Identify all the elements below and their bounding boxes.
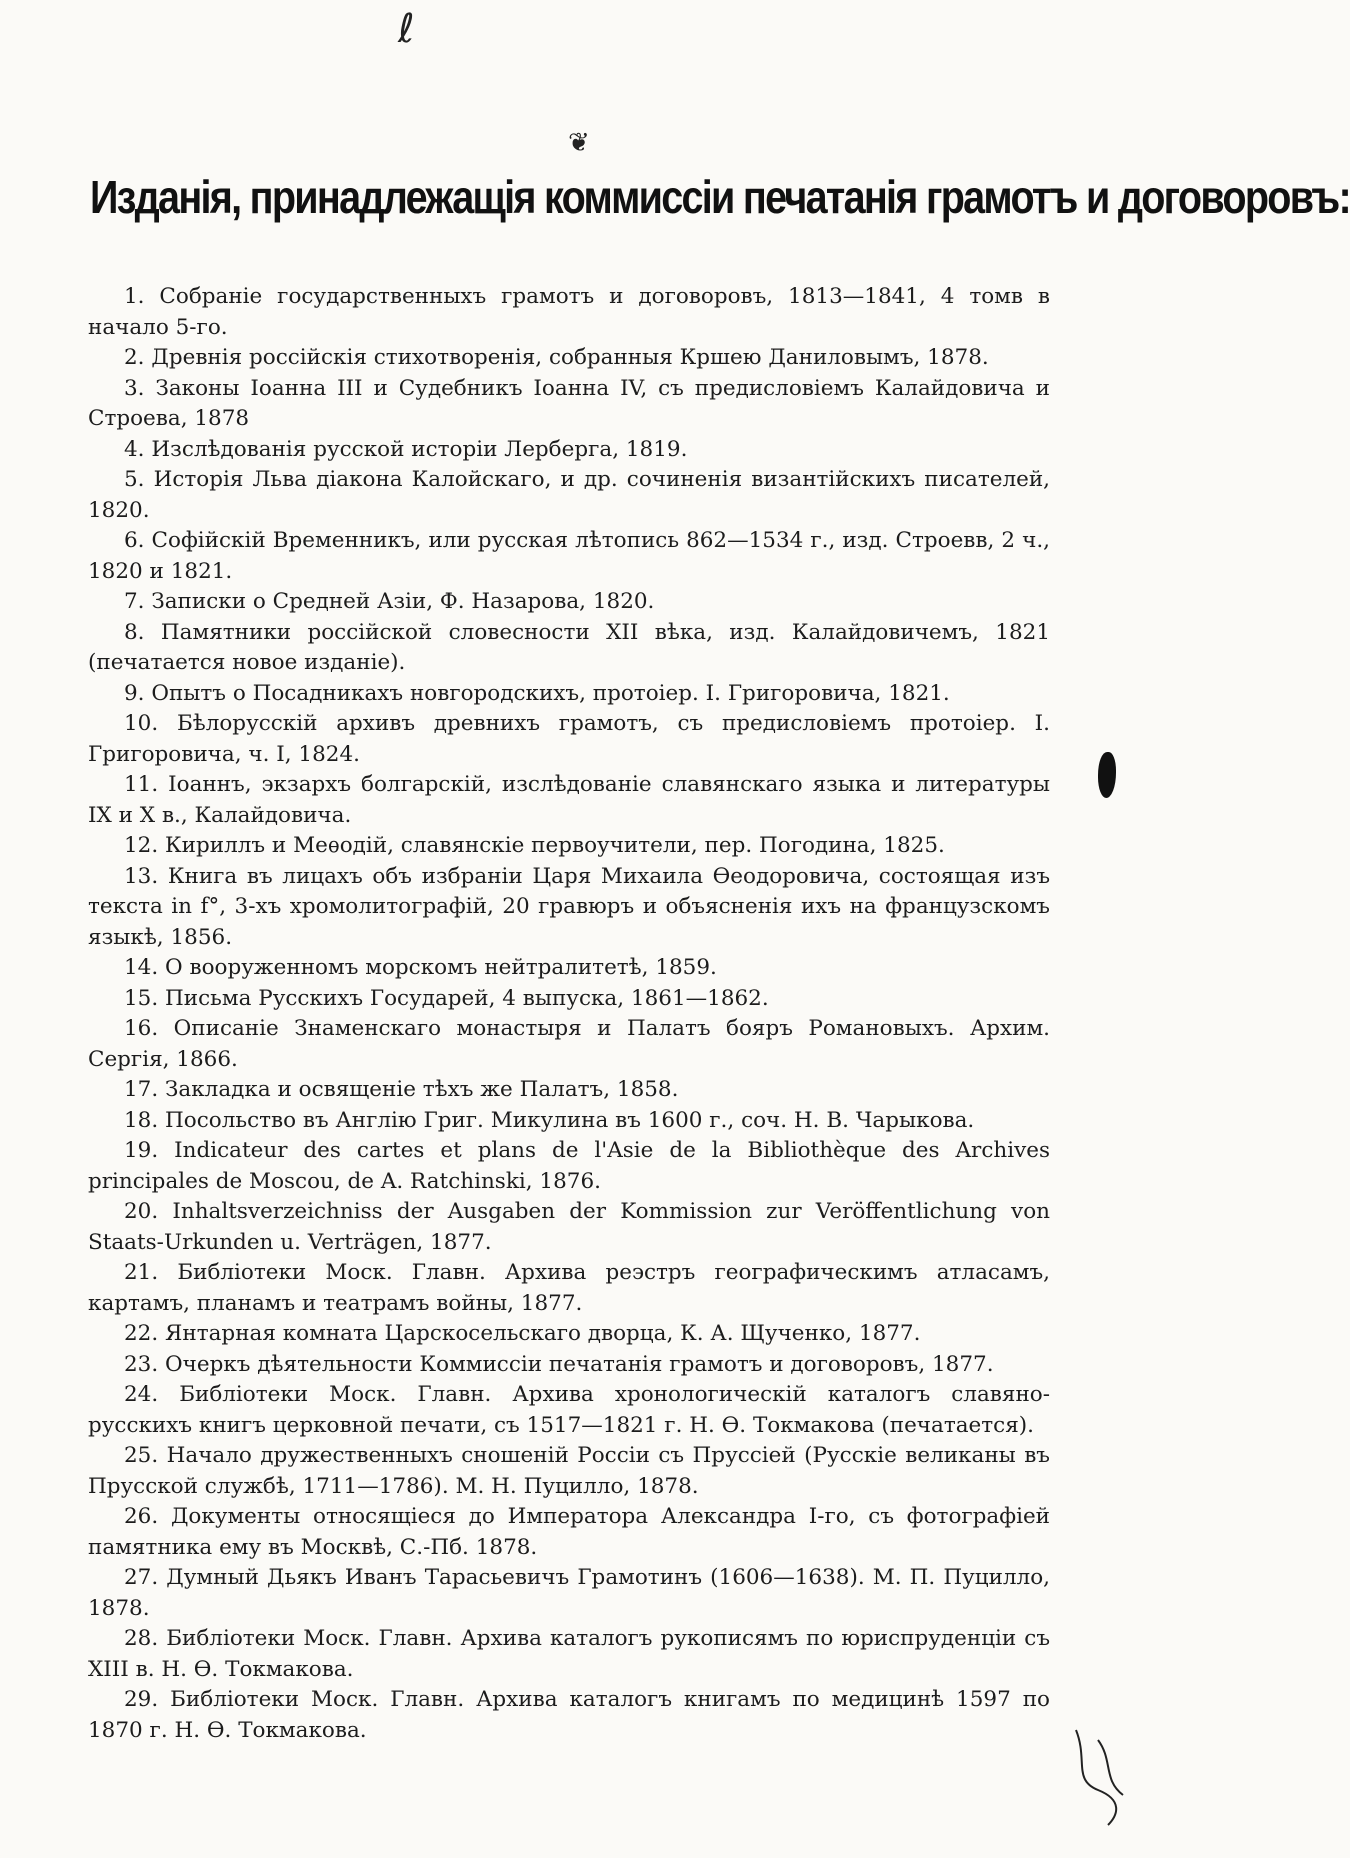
page-title: Изданія, принадлежащія коммиссіи печатанія грамотъ и договоровъ: [90,171,1350,223]
margin-scribble [1068,1720,1128,1830]
list-item: 3. Законы Іоанна III и Судебникъ Іоанна IV, съ предисловіемъ Калайдовича и Строева, 1878 [88,375,1050,431]
list-item: 27. Думный Дьякъ Иванъ Тарасьевичъ Грамотинъ (1606—1638). М. П. Пуцилло, 1878. [88,1565,1050,1621]
list-item: 16. Описаніе Знаменскаго монастыря и Палатъ бояръ Романовыхъ. Архим. Сергія, 1866. [88,1016,1050,1072]
list-item: 25. Начало дружественныхъ сношеній Россіи съ Пруссіей (Русскіе великаны въ Прусской службѣ, 1711—1786). М. Н. Пуцилло, 1878. [88,1443,1050,1499]
top-scribble-mark: ℓ [398,6,415,52]
list-item: 7. Записки о Средней Азіи, Ф. Назарова, 1820. [124,589,655,614]
list-item: 18. Посольство въ Англію Григ. Микулина въ 1600 г., соч. Н. В. Чарыкова. [124,1107,975,1133]
list-item: 8. Памятники россійской словесности XII вѣка, изд. Калайдовичемъ, 1821 (печатается новое изданіе). [88,619,1050,675]
list-item: 19. Indicateur des cartes et plans de l'Asie de la Bibliothèque des Archives principales de Moscou, de A. Ratchinski, 1876. [88,1138,1050,1194]
list-item: 15. Письма Русскихъ Государей, 4 выпуска, 1861—1862. [124,985,769,1011]
list-item: 13. Книга въ лицахъ объ избраніи Царя Михаила Ѳеодоровича, состоящая изъ текста in f°, 3-хъ хромолитографій, 20 гравюръ и объясненія ихъ на французскомъ языкѣ, 1856. [88,863,1050,950]
list-item: 21. Библіотеки Моск. Главн. Архива реэстръ географическимъ атласамъ, картамъ, планамъ и театрамъ войны, 1877. [88,1260,1050,1316]
list-item: 22. Янтарная комната Царскосельскаго дворца, К. А. Щученко, 1877. [124,1321,921,1346]
list-item: 6. Софійскій Временникъ, или русская лѣтопись 862—1534 г., изд. Строевв, 2 ч., 1820 и 1821. [88,528,1050,584]
list-item: 14. О вооруженномъ морскомъ нейтралитетѣ, 1859. [124,955,717,980]
list-item: 12. Кириллъ и Меѳодій, славянскіе первоучители, пер. Погодина, 1825. [124,833,945,858]
list-item: 26. Документы относящіеся до Императора Александра I-го, съ фотографіей памятника ему въ Москвѣ, С.-Пб. 1878. [88,1504,1050,1560]
list-item: 23. Очеркъ дѣятельности Коммиссіи печатанія грамотъ и договоровъ, 1877. [124,1351,994,1377]
list-item: 10. Бѣлорусскій архивъ древнихъ грамотъ, съ предисловіемъ протоіер. І. Григоровича, ч. I, 1824. [88,711,1050,767]
publication-list [88,282,1050,1746]
list-item: 2. Древнія россійскія стихотворенія, собранныя Кршею Даниловымъ, 1878. [124,345,989,370]
list-item: 24. Библіотеки Моск. Главн. Архива хронологическій каталогъ славяно-русскихъ книгъ церковной печати, съ 1517—1821 г. Н. Ѳ. Токмакова (печатается). [88,1382,1050,1438]
ink-blot [1098,752,1116,798]
list-item: 20. Inhaltsverzeichniss der Ausgaben der Kommission zur Veröffentlichung von Staats-Urkunden u. Verträgen, 1877. [88,1199,1050,1255]
list-item: 29. Библіотеки Моск. Главн. Архива каталогъ книгамъ по медицинѣ 1597 по 1870 г. Н. Ѳ. Токмакова. [88,1687,1050,1743]
list-item: 11. Іоаннъ, экзархъ болгарскій, изслѣдованіе славянскаго языка и литературы IX и X в., Калайдовича. [88,772,1050,828]
list-item: 4. Изслѣдованія русской исторіи Лерберга, 1819. [124,436,688,462]
list-item: 1. Собраніе государственныхъ грамотъ и договоровъ, 1813—1841, 4 томв в начало 5-го. [88,284,1050,340]
ornament-mark: ❦ [568,128,590,158]
list-item: 5. Исторія Льва діакона Калойскаго, и др. сочиненія византійскихъ писателей, 1820. [88,467,1050,523]
list-item: 17. Закладка и освященіе тѣхъ же Палатъ, 1858. [124,1077,679,1102]
list-item: 9. Опытъ о Посадникахъ новгородскихъ, протоіер. І. Григоровича, 1821. [124,680,950,706]
list-item: 28. Библіотеки Моск. Главн. Архива каталогъ рукописямъ по юриспруденціи съ XIII в. Н. Ѳ. Токмакова. [88,1626,1050,1682]
